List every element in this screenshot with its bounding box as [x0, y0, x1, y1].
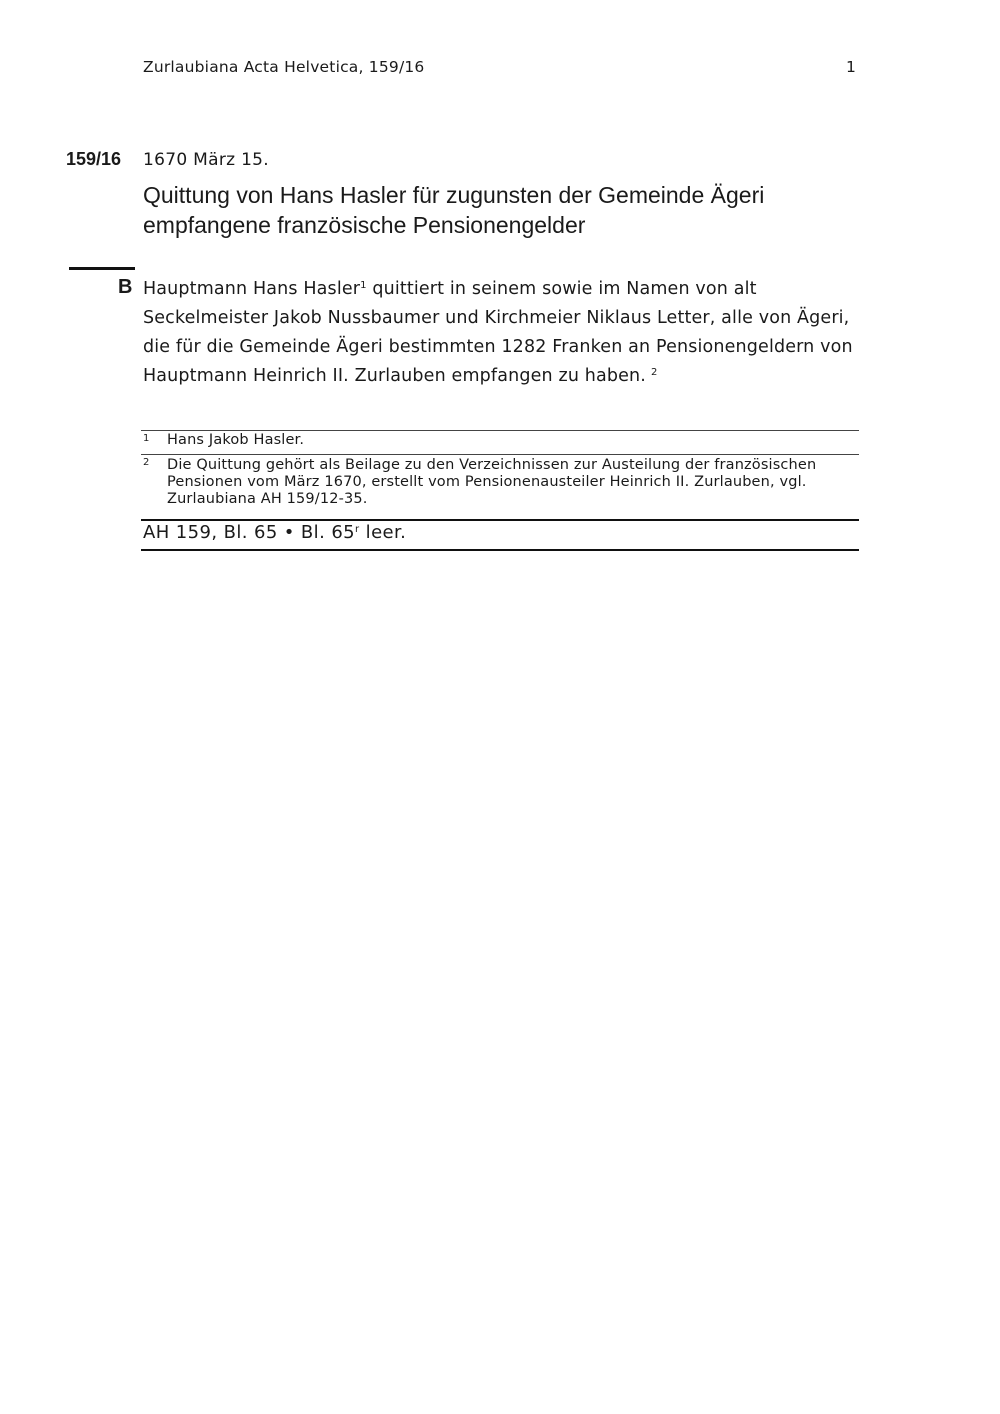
signature-rule-top: [141, 519, 859, 521]
footnote-text-1: Hans Jakob Hasler.: [167, 432, 305, 448]
signature-location: AH 159, Bl. 65 • Bl. 65: [143, 522, 356, 543]
regest-text-start: Hauptmann Hans Hasler: [143, 279, 361, 299]
archive-signature: [143, 522, 406, 543]
entry-title: Quittung von Hans Hasler für zugunsten der Gemeinde Ägeri empfangene französische Pensionengelder: [143, 182, 765, 238]
footnote-text-2: Die Quittung gehört als Beilage zu den Verzeichnissen zur Austeilung der französischen Pensionen vom März 1670, erstellt vom Pensionenausteiler Heinrich II. Zurlauben, vgl. Zurlaubiana AH 159/12-35.: [167, 457, 817, 507]
regest-paragraph: [143, 275, 863, 391]
footnote-rule: [141, 430, 859, 431]
entry-number: 159/16: [66, 149, 122, 169]
signature-superscript: r: [355, 524, 360, 535]
section-divider: [69, 267, 135, 270]
signature-tail: leer.: [359, 522, 407, 543]
footnote-ref-2[interactable]: 2: [651, 367, 658, 378]
footnote-rule: [141, 454, 859, 455]
signature-rule-bottom: [141, 549, 859, 551]
source-letter: B: [118, 276, 133, 298]
footnote-ref-1[interactable]: 1: [360, 280, 367, 291]
entry-date: 1670 März 15.: [143, 150, 270, 170]
regest-text-rest: quittiert in seinem sowie im Namen von alt Seckelmeister Jakob Nussbaumer und Kirchmeier Niklaus Letter, alle von Ägeri, die für die Gemeinde Ägeri bestimmten 1282 Franken an Pensionengeldern von Hauptmann Heinrich II. Zurlauben empfangen zu haben.: [143, 279, 853, 386]
footnote-mark-2: 2: [143, 457, 150, 468]
page-number: 1: [846, 58, 856, 76]
footnote-mark-1: 1: [143, 433, 150, 444]
running-head: Zurlaubiana Acta Helvetica, 159/16: [143, 58, 425, 76]
